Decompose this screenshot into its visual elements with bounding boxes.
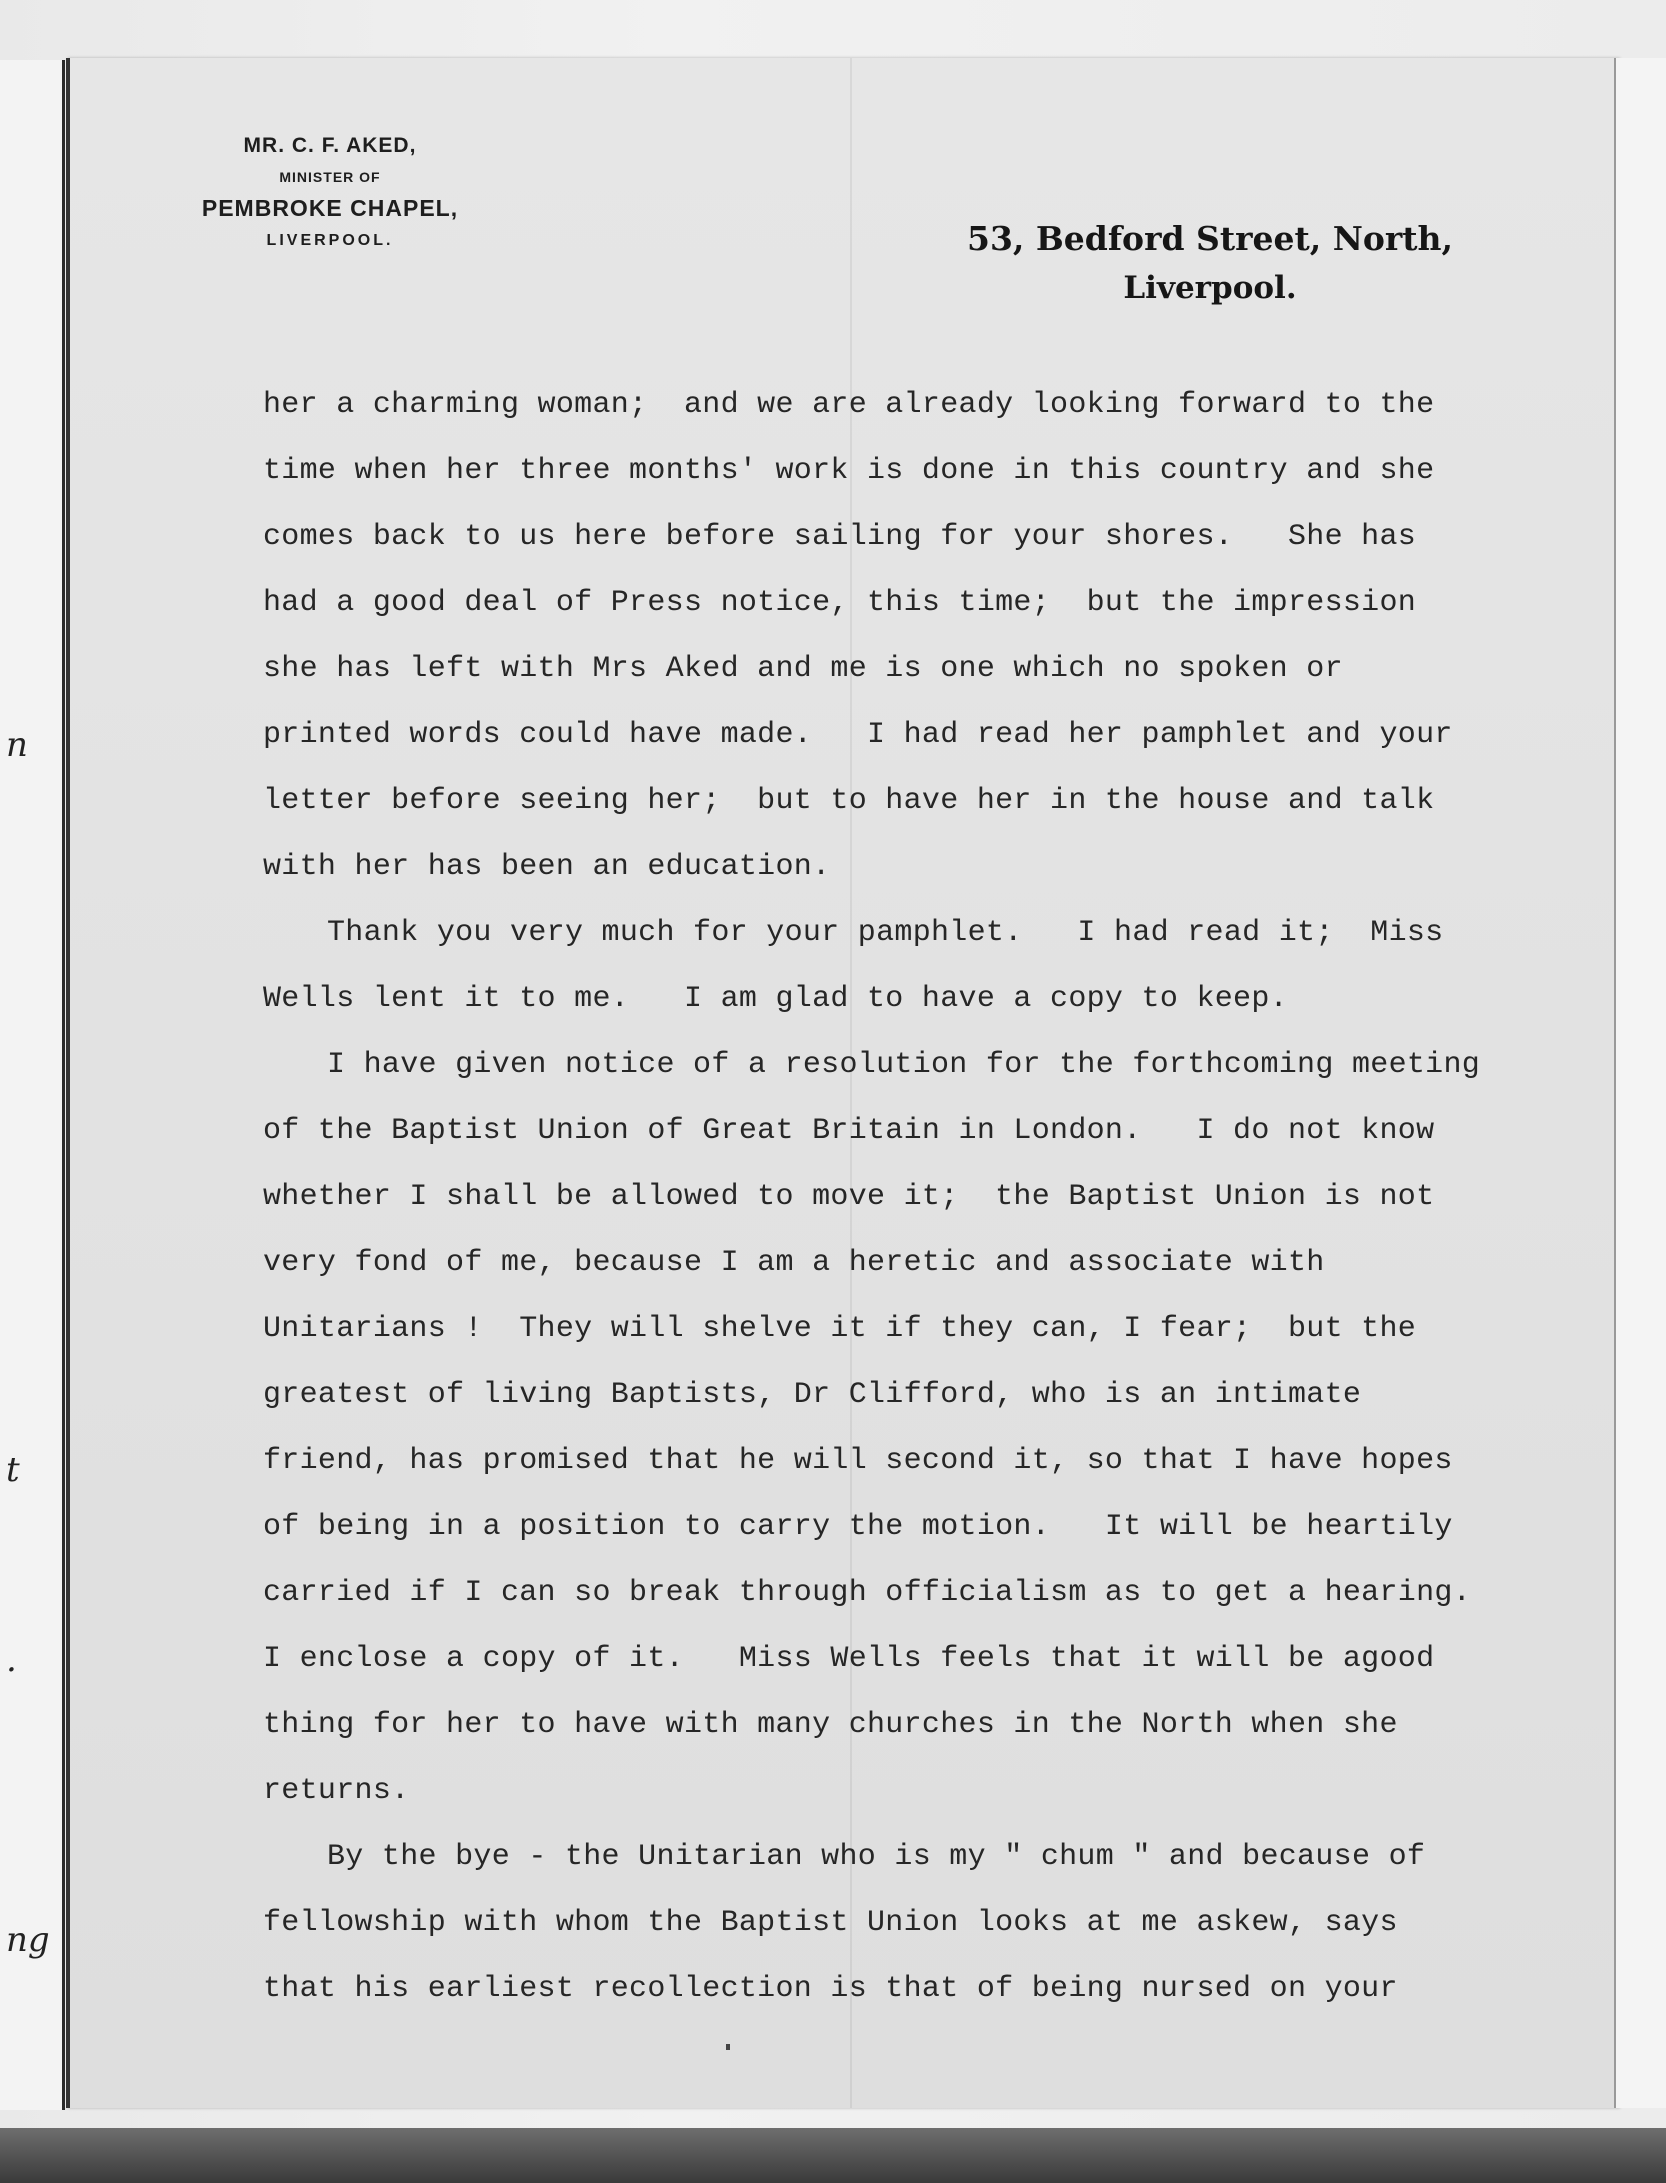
letter-line: fellowship with whom the Baptist Union looks at me askew, says [263,1906,1398,1940]
letterhead-address-block [960,219,1460,306]
margin-mark: ng [6,1920,50,1960]
sender-city: LIVERPOOL. [266,232,394,249]
right-page-edge [1614,58,1666,2108]
letter-line: comes back to us here before sailing for your shores. She has [263,520,1417,554]
letter-line: carried if I can so break through officialism as to get a hearing. [263,1576,1471,1610]
letter-line: she has left with Mrs Aked and me is one which no spoken or [263,652,1343,686]
letter-line: of the Baptist Union of Great Britain in London. I do not know [263,1114,1435,1148]
letter-line: letter before seeing her; but to have her in the house and talk [263,784,1435,818]
letter-line: that his earliest recollection is that of being nursed on your [263,1972,1398,2006]
letter-line: Unitarians ! They will shelve it if they can, I fear; but the [263,1312,1417,1346]
letter-line: time when her three months' work is done in this country and she [263,454,1435,488]
letter-line: with her has been an education. [263,850,831,884]
letter-line: I enclose a copy of it. Miss Wells feels that it will be agood [263,1642,1435,1676]
letter-line: printed words could have made. I had read her pamphlet and your [263,718,1453,752]
letter-line: Thank you very much for your pamphlet. I had read it; Miss [327,916,1444,950]
letter-line: thing for her to have with many churches in the North when she [263,1708,1398,1742]
scanner-bottom-edge [0,2128,1666,2183]
adjacent-page-edge [0,60,65,2110]
sender-chapel: PEMBROKE CHAPEL, [201,195,459,221]
letter-body [263,372,1553,2022]
letter-line: greatest of living Baptists, Dr Clifford, who is an intimate [263,1378,1362,1412]
letter-line: had a good deal of Press notice, this time; but the impression [263,586,1417,620]
letter-line: friend, has promised that he will second it, so that I have hopes [263,1444,1453,1478]
letter-line: whether I shall be allowed to move it; the Baptist Union is not [263,1180,1435,1214]
letter-line: her a charming woman; and we are already looking forward to the [263,388,1435,422]
letter-line: I have given notice of a resolution for the forthcoming meeting [327,1048,1481,1082]
margin-mark: n [6,725,28,765]
letter-line: By the bye - the Unitarian who is my " chum " and because of [327,1840,1426,1874]
margin-mark: t [6,1450,20,1490]
margin-mark: . [6,1640,17,1680]
sender-name: MR. C. F. AKED, [243,134,417,157]
sender-role: MINISTER OF [279,169,381,185]
letter-line: very fond of me, because I am a heretic and associate with [263,1246,1325,1280]
letterhead-sender-block [165,135,495,249]
address-city: Liverpool. [1123,270,1297,306]
street-address: 53, Bedford Street, North, [967,219,1453,258]
letter-line: of being in a position to carry the motion. It will be heartily [263,1510,1453,1544]
letter-line: returns. [263,1774,410,1808]
letter-line: Wells lent it to me. I am glad to have a copy to keep. [263,982,1288,1016]
page-speck [726,2044,730,2050]
